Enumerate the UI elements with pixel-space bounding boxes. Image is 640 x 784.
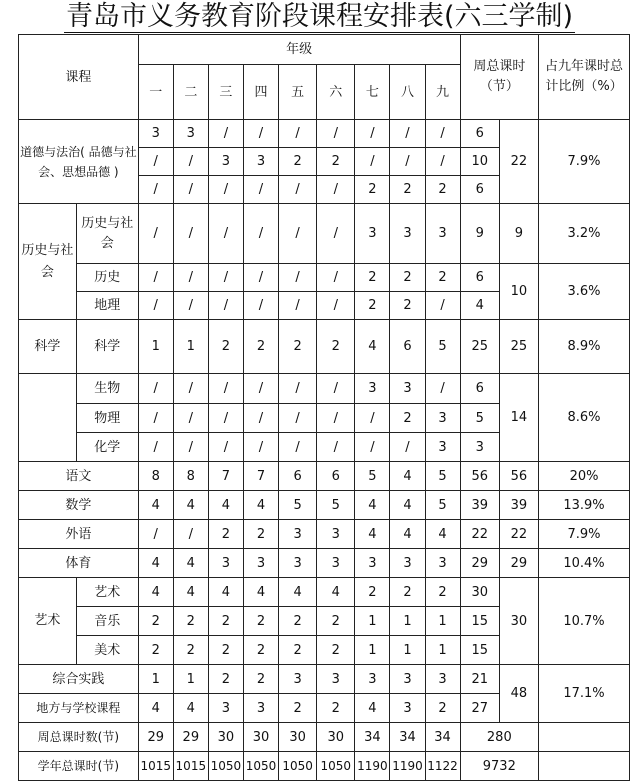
value-cell: 2: [317, 636, 355, 665]
value-cell: /: [243, 404, 278, 433]
value-cell: 2: [390, 404, 425, 433]
course-hist-soc: 历史与社会: [19, 204, 77, 320]
ratio-foreign: 7.9%: [539, 520, 630, 549]
value-cell: /: [279, 204, 317, 264]
value-cell: 1050: [317, 752, 355, 781]
sub-biology: 生物: [76, 374, 138, 404]
value-cell: /: [138, 176, 173, 204]
value-cell: 2: [317, 320, 355, 374]
ratio-science: 8.9%: [539, 320, 630, 374]
value-cell: /: [138, 264, 173, 292]
value-cell: 1: [138, 320, 173, 374]
course-science: 科学: [19, 320, 77, 374]
value-cell: /: [208, 176, 243, 204]
value-cell: 1190: [390, 752, 425, 781]
total-arts: 30: [499, 578, 538, 665]
value-cell: /: [390, 433, 425, 462]
value-cell: 1015: [138, 752, 173, 781]
value-cell: 3: [243, 549, 278, 578]
ratio-pe: 10.4%: [539, 549, 630, 578]
value-cell: 4: [138, 694, 173, 723]
value-cell: 1015: [173, 752, 208, 781]
value-cell: /: [355, 120, 390, 148]
value-cell: 4: [460, 292, 499, 320]
grade-header: 七: [355, 65, 390, 120]
arts-row: [19, 578, 630, 607]
value-cell: 2: [208, 636, 243, 665]
value-cell: /: [390, 120, 425, 148]
value-cell: /: [173, 176, 208, 204]
value-cell: /: [138, 433, 173, 462]
ratio-moral: 7.9%: [539, 120, 630, 204]
value-cell: 15: [460, 636, 499, 665]
sub-hist-soc: 历史与社会: [76, 204, 138, 264]
sub-physics: 物理: [76, 404, 138, 433]
value-cell: 2: [208, 520, 243, 549]
value-cell: /: [173, 404, 208, 433]
value-cell: 34: [425, 723, 460, 752]
ratio-hist-soc: 3.2%: [539, 204, 630, 264]
value-cell: 3: [390, 694, 425, 723]
value-cell: 7: [208, 462, 243, 491]
value-cell: 2: [243, 665, 278, 694]
value-cell: 15: [460, 607, 499, 636]
sub-science: 科学: [76, 320, 138, 374]
value-cell: /: [138, 374, 173, 404]
grade-header: 三: [208, 65, 243, 120]
grade-header: 六: [317, 65, 355, 120]
value-cell: 1190: [355, 752, 390, 781]
value-cell: 3: [208, 549, 243, 578]
header-weekly-total: 周总课时（节）: [460, 35, 538, 120]
header-course: 课程: [19, 35, 139, 120]
value-cell: 2: [173, 636, 208, 665]
value-cell: 3: [243, 694, 278, 723]
value-cell: /: [138, 520, 173, 549]
value-cell: /: [173, 204, 208, 264]
total-weekly: 280: [460, 723, 538, 752]
value-cell: /: [425, 292, 460, 320]
value-cell: 2: [355, 292, 390, 320]
value-cell: 30: [460, 578, 499, 607]
course-weekly: 周总课时数(节): [19, 723, 139, 752]
value-cell: /: [173, 264, 208, 292]
value-cell: 56: [460, 462, 499, 491]
total-hist-soc: 9: [499, 204, 538, 264]
value-cell: /: [317, 433, 355, 462]
value-cell: 25: [460, 320, 499, 374]
value-cell: 6: [460, 264, 499, 292]
value-cell: /: [279, 292, 317, 320]
grade-header: 八: [390, 65, 425, 120]
value-cell: 4: [243, 491, 278, 520]
value-cell: /: [317, 120, 355, 148]
value-cell: 6: [460, 374, 499, 404]
header-ratio: 占九年课时总计比例（%）: [539, 35, 630, 120]
value-cell: 1: [173, 665, 208, 694]
total-chinese: 56: [499, 462, 538, 491]
value-cell: /: [208, 292, 243, 320]
value-cell: 3: [279, 665, 317, 694]
value-cell: /: [208, 374, 243, 404]
ratio-math: 13.9%: [539, 491, 630, 520]
value-cell: 2: [390, 264, 425, 292]
value-cell: 3: [390, 549, 425, 578]
foreign-row: [19, 520, 630, 549]
course-yearly: 学年总课时(节): [19, 752, 139, 781]
value-cell: 2: [279, 320, 317, 374]
sub-geography: 地理: [76, 292, 138, 320]
value-cell: 5: [425, 462, 460, 491]
course-arts: 艺术: [19, 578, 77, 665]
course-chinese: 语文: [19, 462, 139, 491]
value-cell: 4: [173, 694, 208, 723]
value-cell: 30: [208, 723, 243, 752]
grade-header: 五: [279, 65, 317, 120]
value-cell: /: [317, 204, 355, 264]
ratio-hist-geo: 3.6%: [539, 264, 630, 320]
value-cell: 1050: [243, 752, 278, 781]
value-cell: 2: [243, 520, 278, 549]
math-row: [19, 491, 630, 520]
history-row: [19, 264, 630, 292]
value-cell: /: [208, 204, 243, 264]
sub-chemistry: 化学: [76, 433, 138, 462]
course-science-blank: [19, 374, 77, 462]
page-title: 青岛市义务教育阶段课程安排表(六三学制): [66, 1, 574, 32]
grade-header: 四: [243, 65, 278, 120]
value-cell: 5: [425, 320, 460, 374]
value-cell: 4: [355, 320, 390, 374]
course-moral: 道德与法治( 品德与社会、思想品德 ): [19, 120, 139, 204]
value-cell: 3: [317, 665, 355, 694]
value-cell: 6: [460, 176, 499, 204]
value-cell: 6: [279, 462, 317, 491]
value-cell: 6: [390, 320, 425, 374]
value-cell: 1050: [279, 752, 317, 781]
sub-arts-c: 美术: [76, 636, 138, 665]
value-cell: 39: [460, 491, 499, 520]
value-cell: 2: [208, 320, 243, 374]
value-cell: 3: [173, 120, 208, 148]
value-cell: /: [279, 120, 317, 148]
value-cell: 34: [355, 723, 390, 752]
value-cell: /: [355, 148, 390, 176]
value-cell: 22: [460, 520, 499, 549]
value-cell: 2: [243, 636, 278, 665]
value-cell: 1: [425, 607, 460, 636]
value-cell: /: [208, 404, 243, 433]
value-cell: 2: [425, 578, 460, 607]
value-cell: /: [317, 292, 355, 320]
grade-header: 九: [425, 65, 460, 120]
value-cell: 1: [355, 607, 390, 636]
value-cell: 2: [279, 694, 317, 723]
value-cell: /: [425, 148, 460, 176]
value-cell: /: [390, 148, 425, 176]
value-cell: 8: [138, 462, 173, 491]
hist-soc-row: [19, 204, 630, 264]
ratio-yearly-blank: [539, 752, 630, 781]
value-cell: 29: [173, 723, 208, 752]
yearly-row: [19, 752, 630, 781]
weekly-row: [19, 723, 630, 752]
value-cell: /: [355, 433, 390, 462]
value-cell: 34: [390, 723, 425, 752]
value-cell: 3: [390, 204, 425, 264]
value-cell: 1: [425, 636, 460, 665]
value-cell: 4: [390, 491, 425, 520]
value-cell: /: [173, 433, 208, 462]
value-cell: 3: [425, 433, 460, 462]
value-cell: 3: [355, 665, 390, 694]
moral-row: [19, 120, 630, 148]
value-cell: 2: [138, 607, 173, 636]
value-cell: 2: [425, 264, 460, 292]
value-cell: /: [279, 433, 317, 462]
value-cell: 1122: [425, 752, 460, 781]
value-cell: 1: [355, 636, 390, 665]
value-cell: 4: [138, 549, 173, 578]
value-cell: 4: [208, 578, 243, 607]
value-cell: 1: [390, 607, 425, 636]
value-cell: 1050: [208, 752, 243, 781]
course-math: 数学: [19, 491, 139, 520]
value-cell: /: [173, 374, 208, 404]
value-cell: 2: [173, 607, 208, 636]
value-cell: 1: [390, 636, 425, 665]
value-cell: 4: [243, 578, 278, 607]
value-cell: 4: [173, 491, 208, 520]
value-cell: 3: [243, 148, 278, 176]
curriculum-table: [18, 34, 630, 781]
value-cell: 2: [390, 292, 425, 320]
total-bio-phy-chem: 14: [499, 374, 538, 462]
value-cell: /: [208, 433, 243, 462]
sub-history: 历史: [76, 264, 138, 292]
total-math: 39: [499, 491, 538, 520]
value-cell: 2: [355, 578, 390, 607]
ratio-weekly-blank: [539, 723, 630, 752]
value-cell: /: [243, 374, 278, 404]
value-cell: 5: [317, 491, 355, 520]
value-cell: 4: [279, 578, 317, 607]
value-cell: 3: [138, 120, 173, 148]
value-cell: /: [279, 374, 317, 404]
value-cell: 2: [317, 148, 355, 176]
value-cell: /: [208, 264, 243, 292]
chinese-row: [19, 462, 630, 491]
grade-header: 二: [173, 65, 208, 120]
value-cell: /: [243, 120, 278, 148]
total-pe: 29: [499, 549, 538, 578]
value-cell: /: [138, 148, 173, 176]
value-cell: 4: [317, 578, 355, 607]
science-row: [19, 320, 630, 374]
value-cell: 3: [317, 520, 355, 549]
ratio-chinese: 20%: [539, 462, 630, 491]
value-cell: 4: [355, 694, 390, 723]
value-cell: 6: [317, 462, 355, 491]
value-cell: 30: [317, 723, 355, 752]
value-cell: 4: [173, 549, 208, 578]
value-cell: 3: [279, 549, 317, 578]
total-yearly: 9732: [460, 752, 538, 781]
header-row: [19, 35, 630, 65]
value-cell: 3: [425, 404, 460, 433]
value-cell: /: [243, 204, 278, 264]
value-cell: 3: [425, 665, 460, 694]
value-cell: 4: [425, 520, 460, 549]
value-cell: /: [173, 292, 208, 320]
value-cell: 8: [173, 462, 208, 491]
value-cell: /: [138, 204, 173, 264]
value-cell: 3: [390, 374, 425, 404]
value-cell: 2: [138, 636, 173, 665]
value-cell: /: [279, 264, 317, 292]
ratio-bio-phy-chem: 8.6%: [539, 374, 630, 462]
course-local: 地方与学校课程: [19, 694, 139, 723]
value-cell: /: [279, 404, 317, 433]
course-practice: 综合实践: [19, 665, 139, 694]
value-cell: 2: [425, 694, 460, 723]
value-cell: 3: [425, 204, 460, 264]
value-cell: 2: [279, 607, 317, 636]
value-cell: 7: [243, 462, 278, 491]
value-cell: 30: [279, 723, 317, 752]
value-cell: 2: [355, 264, 390, 292]
value-cell: 27: [460, 694, 499, 723]
value-cell: 4: [390, 462, 425, 491]
pe-row: [19, 549, 630, 578]
value-cell: 3: [425, 549, 460, 578]
value-cell: 9: [460, 204, 499, 264]
value-cell: /: [243, 176, 278, 204]
value-cell: 4: [173, 578, 208, 607]
value-cell: 2: [390, 176, 425, 204]
value-cell: 5: [460, 404, 499, 433]
value-cell: 3: [317, 549, 355, 578]
value-cell: /: [279, 176, 317, 204]
value-cell: /: [317, 404, 355, 433]
value-cell: /: [243, 292, 278, 320]
value-cell: 2: [279, 636, 317, 665]
grade-header: 一: [138, 65, 173, 120]
ratio-practice-local: 17.1%: [539, 665, 630, 723]
value-cell: 10: [460, 148, 499, 176]
biology-row: [19, 374, 630, 404]
course-foreign: 外语: [19, 520, 139, 549]
value-cell: 4: [390, 520, 425, 549]
value-cell: 2: [279, 148, 317, 176]
value-cell: 4: [208, 491, 243, 520]
value-cell: 3: [390, 665, 425, 694]
value-cell: 4: [355, 491, 390, 520]
value-cell: 3: [279, 520, 317, 549]
value-cell: 5: [425, 491, 460, 520]
value-cell: 1: [173, 320, 208, 374]
value-cell: /: [317, 264, 355, 292]
value-cell: 2: [317, 607, 355, 636]
value-cell: 3: [355, 374, 390, 404]
value-cell: 1: [138, 665, 173, 694]
value-cell: /: [317, 176, 355, 204]
value-cell: 4: [355, 520, 390, 549]
value-cell: /: [355, 404, 390, 433]
value-cell: /: [243, 264, 278, 292]
header-grade: 年级: [138, 35, 460, 65]
value-cell: 3: [355, 549, 390, 578]
value-cell: /: [138, 404, 173, 433]
value-cell: 2: [208, 665, 243, 694]
value-cell: 3: [355, 204, 390, 264]
value-cell: /: [425, 120, 460, 148]
practice-row: [19, 665, 630, 694]
total-moral: 22: [499, 120, 538, 204]
value-cell: /: [173, 148, 208, 176]
value-cell: 6: [460, 120, 499, 148]
sub-arts-a: 艺术: [76, 578, 138, 607]
value-cell: 21: [460, 665, 499, 694]
value-cell: /: [208, 120, 243, 148]
value-cell: /: [243, 433, 278, 462]
value-cell: 3: [208, 148, 243, 176]
value-cell: 4: [138, 491, 173, 520]
value-cell: 2: [243, 607, 278, 636]
value-cell: /: [425, 374, 460, 404]
value-cell: 2: [355, 176, 390, 204]
total-foreign: 22: [499, 520, 538, 549]
total-practice-local: 48: [499, 665, 538, 723]
value-cell: 2: [243, 320, 278, 374]
value-cell: 29: [460, 549, 499, 578]
value-cell: 4: [138, 578, 173, 607]
value-cell: 2: [317, 694, 355, 723]
value-cell: 29: [138, 723, 173, 752]
course-pe: 体育: [19, 549, 139, 578]
value-cell: /: [173, 520, 208, 549]
value-cell: 2: [425, 176, 460, 204]
ratio-arts: 10.7%: [539, 578, 630, 665]
sub-arts-b: 音乐: [76, 607, 138, 636]
value-cell: 5: [279, 491, 317, 520]
value-cell: 3: [208, 694, 243, 723]
total-hist-geo: 10: [499, 264, 538, 320]
value-cell: /: [138, 292, 173, 320]
value-cell: /: [317, 374, 355, 404]
value-cell: 2: [390, 578, 425, 607]
value-cell: 5: [355, 462, 390, 491]
total-science: 25: [499, 320, 538, 374]
value-cell: 2: [208, 607, 243, 636]
value-cell: 3: [460, 433, 499, 462]
value-cell: 30: [243, 723, 278, 752]
